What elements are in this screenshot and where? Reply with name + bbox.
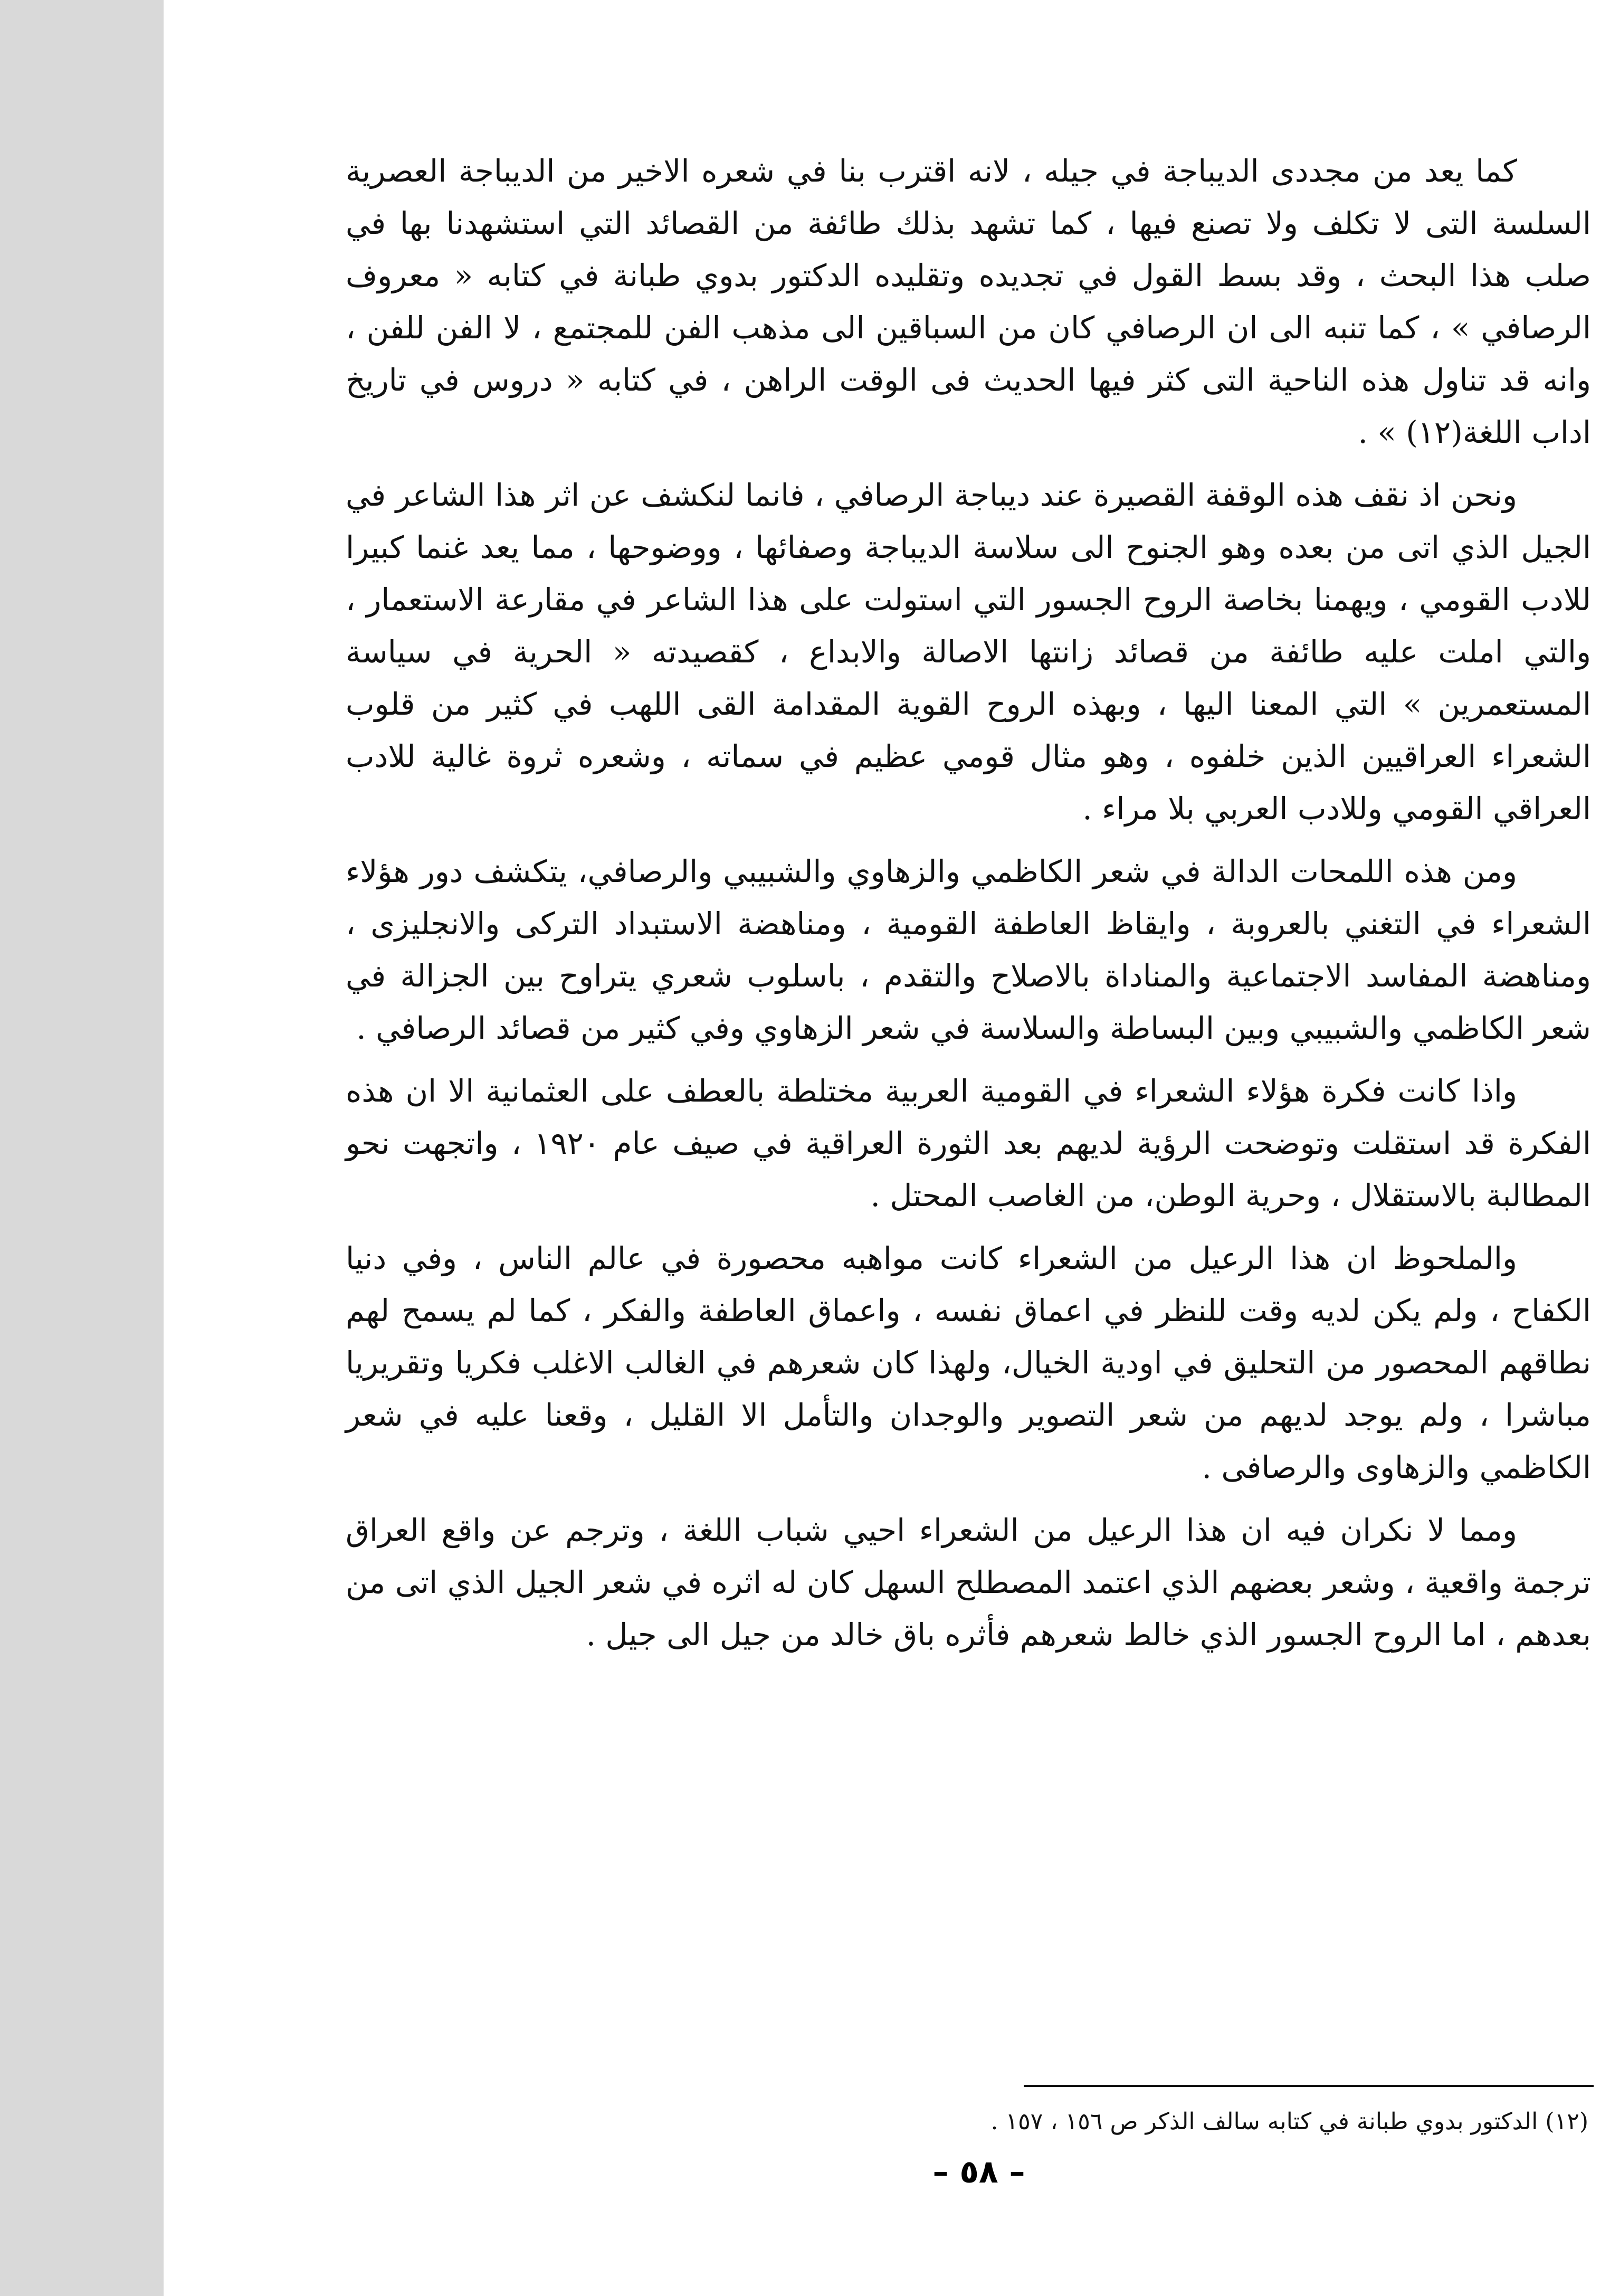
footnote-divider — [1024, 2085, 1594, 2087]
paragraph-4: واذا كانت فكرة هؤلاء الشعراء في القومية العربية مختلطة بالعطف على العثمانية الا ان هذه الفكرة قد استقلت وتوضحت الرؤية لديهم بعد الثورة العراقية في صيف عام ١٩٢٠ ، واتجهت نحو المطالبة بالاستقلال ، وحرية الوطن، من الغاصب المحتل . — [346, 1073, 1592, 1213]
page-number: – ٥٨ – — [932, 2153, 1025, 2190]
paragraph-2: ونحن اذ نقف هذه الوقفة القصيرة عند ديباجة الرصافي ، فانما لنكشف عن اثر هذا الشاعر في الجيل الذي اتى من بعده وهو الجنوح الى سلاسة الديباجة وصفائها ، ووضوحها ، مما يعد غنما كبيرا للادب القومي ، ويهمنا بخاصة الروح الجسور التي استولت على هذا الشاعر في مقارعة الاستعمار ، والتي املت عليه طائفة من قصائد زانتها الاصالة والابداع ، كقصيدته « الحرية في سياسة المستعمرين » التي المعنا اليها ، وبهذه الروح القوية المقدامة القى اللهب في كثير من قلوب الشعراء العراقيين الذين خلفوه ، وهو مثال قومي عظيم في سماته ، وشعره ثروة غالية للادب العراقي القومي وللادب العربي بلا مراء . — [346, 477, 1591, 827]
body-text — [346, 145, 1591, 1672]
paragraph-1: كما يعد من مجددى الديباجة في جيله ، لانه اقترب بنا في شعره الاخير من الديباجة العصرية السلسة التى لا تكلف ولا تصنع فيها ، كما تشهد بذلك طائفة من القصائد التي استشهدنا بها في صلب هذا البحث ، وقد بسط القول في تجديده وتقليده الدكتور بدوي طبانة في كتابه « معروف الرصافي » ، كما تنبه الى ان الرصافي كان من السباقين الى مذهب الفن للمجتمع ، لا الفن للفن ، وانه قد تناول هذه الناحية التى كثر فيها الحديث فى الوقت الراهن ، في كتابه « دروس في تاريخ اداب اللغة(١٢) » . — [346, 153, 1591, 450]
book-page — [164, 0, 1610, 2296]
paragraph-6: ومما لا نكران فيه ان هذا الرعيل من الشعراء احيي شباب اللغة ، وترجم عن واقع العراق ترجمة واقعية ، وشعر بعضهم الذي اعتمد المصطلح السهل كان له اثره في شعر الجيل الذي اتى من بعدهم ، اما الروح الجسور الذي خالط شعرهم فأثره باق خالد من جيل الى جيل . — [346, 1512, 1591, 1653]
footnote: (١٢) الدكتور بدوي طبانة في كتابه سالف الذكر ص ١٥٦ ، ١٥٧ . — [990, 2108, 1588, 2135]
paragraph-3: ومن هذه اللمحات الدالة في شعر الكاظمي والزهاوي والشبيبي والرصافي، يتكشف دور هؤلاء الشعراء في التغني بالعروبة ، وايقاظ العاطفة القومية ، ومناهضة الاستبداد التركى والانجليزى ، ومناهضة المفاسد الاجتماعية والمناداة بالاصلاح والتقدم ، باسلوب شعري يتراوح بين الجزالة في شعر الكاظمي والشبيبي وبين البساطة والسلاسة في شعر الزهاوي وفي كثير من قصائد الرصافي . — [346, 853, 1591, 1046]
paragraph-5: والملحوظ ان هذا الرعيل من الشعراء كانت مواهبه محصورة في عالم الناس ، وفي دنيا الكفاح ، ولم يكن لديه وقت للنظر في اعماق نفسه ، واعماق العاطفة والفكر ، كما لم يسمح لهم نطاقهم المحصور من التحليق في اودية الخيال، ولهذا كان شعرهم في الغالب الاغلب فكريا وتقريريا مباشرا ، ولم يوجد لديهم من شعر التصوير والوجدان والتأمل الا القليل ، وقعنا عليه في شعر الكاظمي والزهاوى والرصافى . — [346, 1240, 1592, 1485]
